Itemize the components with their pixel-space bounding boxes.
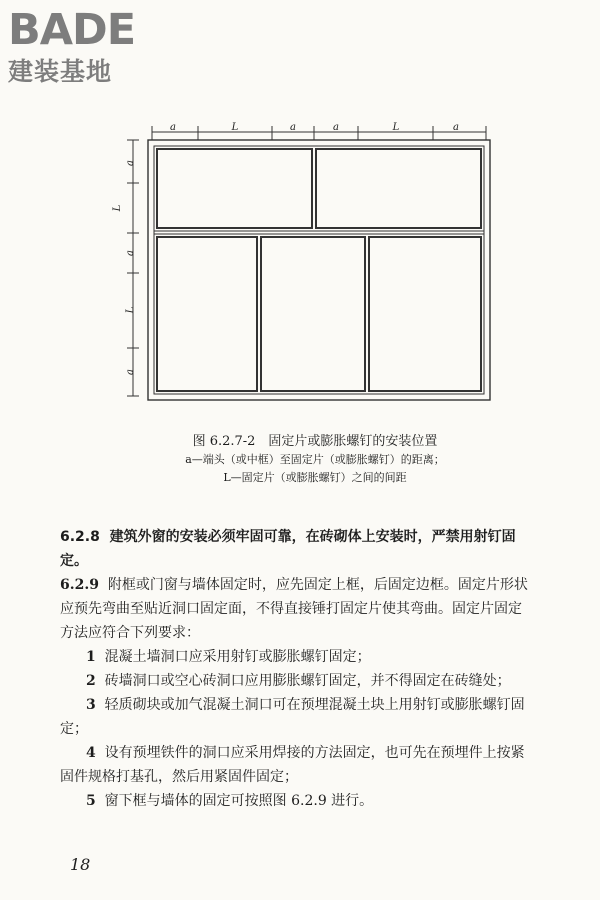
pane-top-right xyxy=(316,149,481,228)
clause-intro: 附框或门窗与墙体固定时，应先固定上框，后固定边框。固定片形状应预先弯曲至贴近洞口固定面，不得直接锤打固定片使其弯曲。固定片固定方法应符合下列要求： xyxy=(60,577,528,641)
pane-bottom-middle xyxy=(261,237,365,391)
clause-6-2-9 xyxy=(60,573,530,645)
figure-caption xyxy=(150,433,480,487)
pane-bottom-left xyxy=(157,237,257,391)
page-number: 18 xyxy=(70,855,91,874)
caption-note-l: L—固定片（或膨胀螺钉）之间的间距 xyxy=(223,471,407,484)
pane-bottom-right xyxy=(369,237,481,391)
logo-main-text: BADE xyxy=(8,5,136,55)
list-item: 4 设有预埋铁件的洞口应采用焊接的方法固定，也可先在预埋件上按紧固件规格打基孔，然后用紧固件固定； xyxy=(60,745,525,785)
dim-label-left-1: a xyxy=(125,160,136,166)
clause-number: 6.2.8 xyxy=(60,529,100,545)
window-frame-diagram xyxy=(100,118,520,438)
outer-frame xyxy=(148,140,490,400)
dim-label-left-3: a xyxy=(125,250,136,256)
clause-number: 6.2.9 xyxy=(60,577,99,593)
list-item: 1 混凝土墙洞口应采用射钉或膨胀螺钉固定； xyxy=(86,649,371,665)
dim-label-left-4: L xyxy=(125,306,136,314)
list-item: 2 砖墙洞口或空心砖洞口应用膨胀螺钉固定，并不得固定在砖缝处； xyxy=(86,673,511,689)
dim-label-top-5: L xyxy=(392,122,400,133)
dim-label-left-5: a xyxy=(125,369,136,375)
list-item: 3 轻质砌块或加气混凝土洞口可在预埋混凝土块上用射钉或膨胀螺钉固定； xyxy=(60,697,525,737)
logo-sub-text: 建装基地 xyxy=(8,57,113,86)
dim-label-top-1: a xyxy=(170,122,176,133)
dim-label-top-3: a xyxy=(290,122,296,133)
clause-text: 建筑外窗的安装必须牢固可靠，在砖砌体上安装时，严禁用射钉固定。 xyxy=(60,529,516,569)
clause-6-2-8 xyxy=(60,525,530,573)
dim-label-top-4: a xyxy=(333,122,339,133)
caption-title: 图 6.2.7-2 固定片或膨胀螺钉的安装位置 xyxy=(192,434,438,449)
list-item: 5 窗下框与墙体的固定可按照图 6.2.9 进行。 xyxy=(86,793,374,809)
caption-note-a: a—端头（或中框）至固定片（或膨胀螺钉）的距离； xyxy=(185,453,445,466)
dim-label-top-2: L xyxy=(231,122,239,133)
dim-label-top-6: a xyxy=(453,122,459,133)
dim-label-left-2: L xyxy=(112,204,123,212)
body-text xyxy=(60,525,530,813)
outer-frame-inner xyxy=(154,146,484,394)
bade-logo xyxy=(8,6,178,88)
pane-top-left xyxy=(157,149,312,228)
